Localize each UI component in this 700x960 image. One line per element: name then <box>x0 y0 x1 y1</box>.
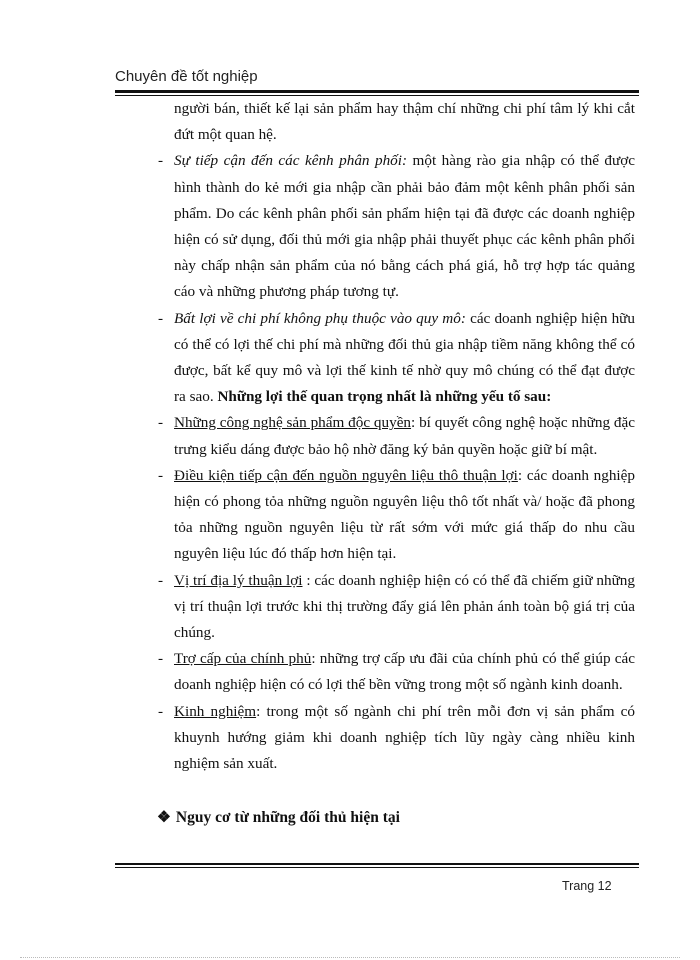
dash-marker: - <box>158 414 164 432</box>
section-heading <box>157 808 400 827</box>
list-item-experience <box>158 699 635 778</box>
item-lead: Điều kiện tiếp cận đến nguồn nguyên liệu thô thuận lợi <box>174 466 518 484</box>
item-lead: Vị trí địa lý thuận lợi <box>174 571 303 589</box>
item-lead: Kinh nghiệm <box>174 702 257 720</box>
section-title: Nguy cơ từ những đối thủ hiện tại <box>175 809 400 826</box>
item-text: : bí quyết công nghệ hoặc những đặc trưng kiểu dáng được bảo hộ nhờ đăng ký bản quyền hoặc giữ bí mật. <box>174 414 635 458</box>
list-item-cost-disadvantage <box>158 306 635 411</box>
item-text: một hàng rào gia nhập có thể được hình thành do kẻ mới gia nhập cần phải bảo đảm một kênh phân phối sản phẩm. Do các kênh phân phối sản phẩm hiện tại đã được các doanh nghiệp hiện có sử dụng, đối thủ mới gia nhập phải thuyết phục các kênh phân phối này chấp nhận sản phẩm của nó bằng cách phá giá, hỗ trợ hợp tác quảng cáo và những phương pháp tương tự. <box>174 152 636 301</box>
dash-marker: - <box>158 650 164 668</box>
list-item-location <box>158 568 635 647</box>
item-strong: Những lợi thế quan trọng nhất là những yếu tố sau: <box>217 388 552 406</box>
item-text: : các doanh nghiệp hiện có có thể đã chiếm giữ những vị trí thuận lợi trước khi thị trường đẩy giá lên phản ánh toàn bộ giá trị của chúng. <box>174 571 635 642</box>
dash-marker: - <box>158 702 164 720</box>
list-item-distribution <box>158 148 636 305</box>
footer-rule-thin <box>115 867 639 868</box>
dash-marker: - <box>158 152 164 170</box>
item-lead: Sự tiếp cận đến các kênh phân phối: <box>174 152 408 170</box>
item-lead: Trợ cấp của chính phủ <box>174 650 312 668</box>
item-lead: Bất lợi về chi phí không phụ thuộc vào quy mô: <box>174 309 466 327</box>
page-edge-divider <box>20 957 680 958</box>
item-text: : các doanh nghiệp hiện có phong tỏa những nguồn nguyên liệu thô tốt nhất và/ hoặc đã phong tỏa những nguồn nguyên liệu từ rất sớm với mức giá thấp do nhu cầu nguyên liệu lúc đó thấp hơn hiện tại. <box>174 466 635 563</box>
item-lead: Những công nghệ sản phẩm độc quyền <box>174 414 412 432</box>
item-text: các doanh nghiệp hiện hữu có thể có lợi thế chi phí mà những đối thủ gia nhập tiềm năng không thể có được, bất kể quy mô và lợi thế kinh tế nhờ quy mô chúng có thể đạt được ra sao. <box>174 309 635 406</box>
continuation-paragraph: người bán, thiết kế lại sản phẩm hay thậm chí những chi phí tâm lý khi cắt đứt một quan hệ. <box>174 100 635 144</box>
list-item-technology <box>158 410 635 462</box>
running-header: Chuyên đề tốt nghiệp <box>115 68 258 85</box>
item-text: : những trợ cấp ưu đãi của chính phủ có thể giúp các doanh nghiệp hiện có có lợi thế bền vững trong một số ngành kinh doanh. <box>174 650 635 694</box>
dash-marker: - <box>158 571 164 589</box>
header-rule-thick <box>115 90 639 93</box>
footer-rule-thick <box>115 863 639 865</box>
item-text: : trong một số ngành chi phí trên mỗi đơn vị sản phẩm có khuynh hướng giảm khi doanh nghiệp tích lũy ngày càng nhiều kinh nghiệm sản xuất. <box>174 702 635 773</box>
dash-marker: - <box>158 309 164 327</box>
body-text <box>158 96 636 777</box>
page-number: Trang 12 <box>562 879 612 893</box>
list-item-raw-materials <box>158 463 635 568</box>
list-item-subsidy <box>158 646 635 698</box>
diamond-bullet-icon: ❖ <box>157 809 171 826</box>
dash-marker: - <box>158 466 164 484</box>
